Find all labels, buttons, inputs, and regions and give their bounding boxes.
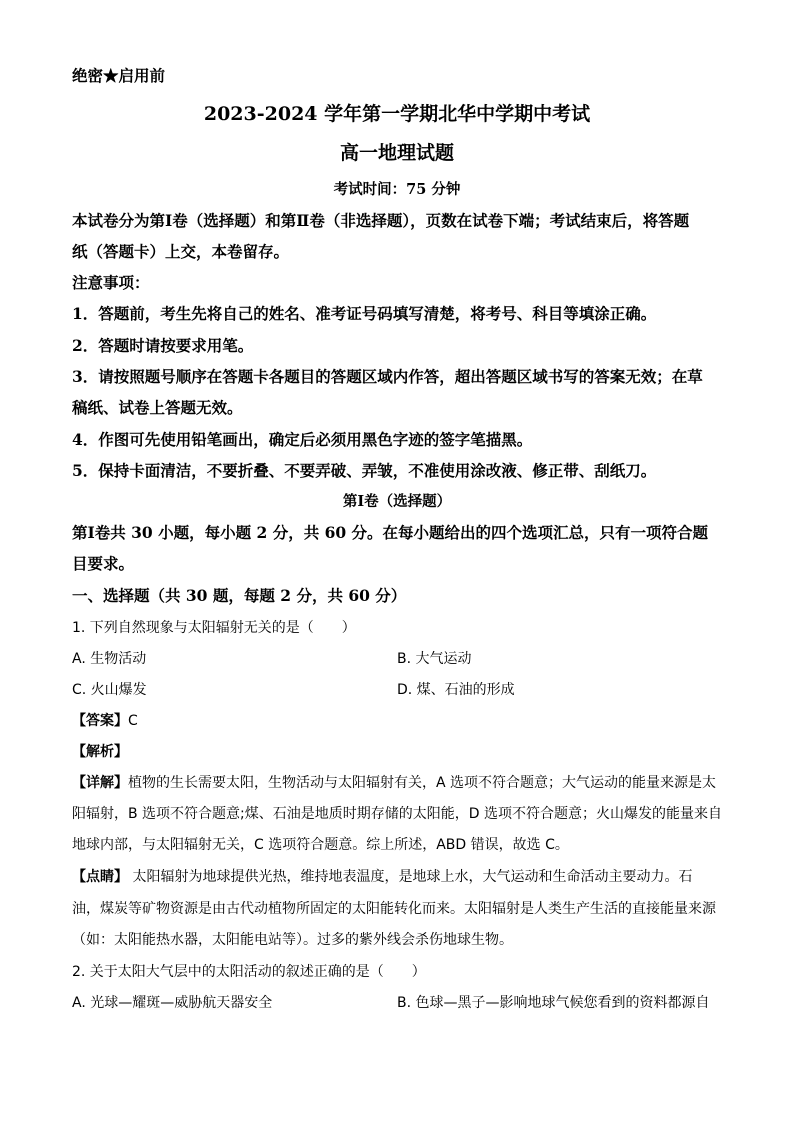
question-1-option-b: B. 大气运动: [397, 651, 472, 667]
question-1-stem: 1. 下列自然现象与太阳辐射无关的是（ ）: [72, 620, 356, 636]
detail-text-1: 植物的生长需要太阳，生物活动与太阳辐射有关，A 选项不符合题意；大气运动的能量来源是太: [128, 775, 717, 791]
intro-line-2: 纸（答题卡）上交，本卷留存。: [72, 242, 290, 261]
point-tag: 【点睛】: [72, 869, 128, 885]
question-2-option-b: B. 色球—黑子—影响地球气候您看到的资料都源自: [397, 995, 710, 1011]
section-desc-1: 第Ⅰ卷共 30 小题，每小题 2 分，共 60 分。在每小题给出的四个选项汇总，只有一项符合题: [72, 523, 709, 542]
question-1-option-a: A. 生物活动: [72, 651, 147, 667]
detail-line-3: 地球内部，与太阳辐射无关，C 选项符合题意。综上所述，ABD 错误，故选 C。: [72, 837, 569, 853]
point-line-1: [72, 867, 722, 887]
secret-label: 绝密★启用前: [72, 66, 166, 85]
notice-heading: 注意事项：: [72, 273, 150, 292]
question-1-option-d: D. 煤、石油的形成: [397, 682, 515, 698]
notice-item-3: 3．请按照题号顺序在答题卡各题目的答题区域内作答，超出答题区域书写的答案无效；在草: [72, 367, 703, 386]
detail-line-2: 阳辐射，B 选项不符合题意;煤、石油是地质时期存储的太阳能，D 选项不符合题意；火山爆发的能量来自: [72, 806, 722, 822]
exam-subtitle: 高一地理试题: [339, 142, 454, 164]
analysis-tag: 【解析】: [72, 744, 128, 760]
question-1-analysis: [72, 742, 722, 762]
question-2-stem: 2. 关于太阳大气层中的太阳活动的叙述正确的是（ ）: [72, 964, 426, 980]
detail-line-1: [72, 773, 722, 793]
point-line-2: 油，煤炭等矿物资源是由古代动植物所固定的太阳能转化而来。太阳辐射是人类生产生活的直接能量来源: [72, 901, 716, 917]
detail-tag: 【详解】: [72, 775, 128, 791]
section-title: 第Ⅰ卷（选择题）: [342, 493, 452, 510]
answer-value: C: [128, 713, 138, 729]
intro-line-1: 本试卷分为第Ⅰ卷（选择题）和第Ⅱ卷（非选择题），页数在试卷下端；考试结束后，将答题: [72, 211, 690, 230]
notice-item-2: 2．答题时请按要求用笔。: [72, 336, 254, 355]
point-text-1: 太阳辐射为地球提供光热，维持地表温度，是地球上水，大气运动和生命活动主要动力。石: [132, 869, 693, 885]
point-line-3: （如：太阳能热水器，太阳能电站等）。过多的紫外线会杀伤地球生物。: [72, 932, 513, 948]
question-2-option-a: A. 光球—耀斑—威胁航天器安全: [72, 995, 273, 1011]
notice-item-3-cont: 稿纸、试卷上答题无效。: [72, 398, 243, 417]
section-desc-2: 目要求。: [72, 554, 135, 573]
answer-tag: 【答案】: [72, 713, 128, 729]
exam-title: 2023-2024 学年第一学期北华中学期中考试: [203, 103, 591, 125]
exam-time: 考试时间：75 分钟: [333, 181, 461, 198]
notice-item-5: 5．保持卡面清洁，不要折叠、不要弄破、弄皱，不准使用涂改液、修正带、刮纸刀。: [72, 461, 657, 480]
notice-item-4: 4．作图可先使用铅笔画出，确定后必须用黑色字迹的签字笔描黑。: [72, 430, 533, 449]
part-heading: 一、选择题（共 30 题，每题 2 分，共 60 分）: [72, 586, 407, 605]
notice-item-1: 1．答题前，考生先将自己的姓名、准考证号码填写清楚，将考号、科目等填涂正确。: [72, 304, 657, 323]
question-1-option-c: C. 火山爆发: [72, 682, 147, 698]
question-1-answer: [72, 711, 722, 731]
